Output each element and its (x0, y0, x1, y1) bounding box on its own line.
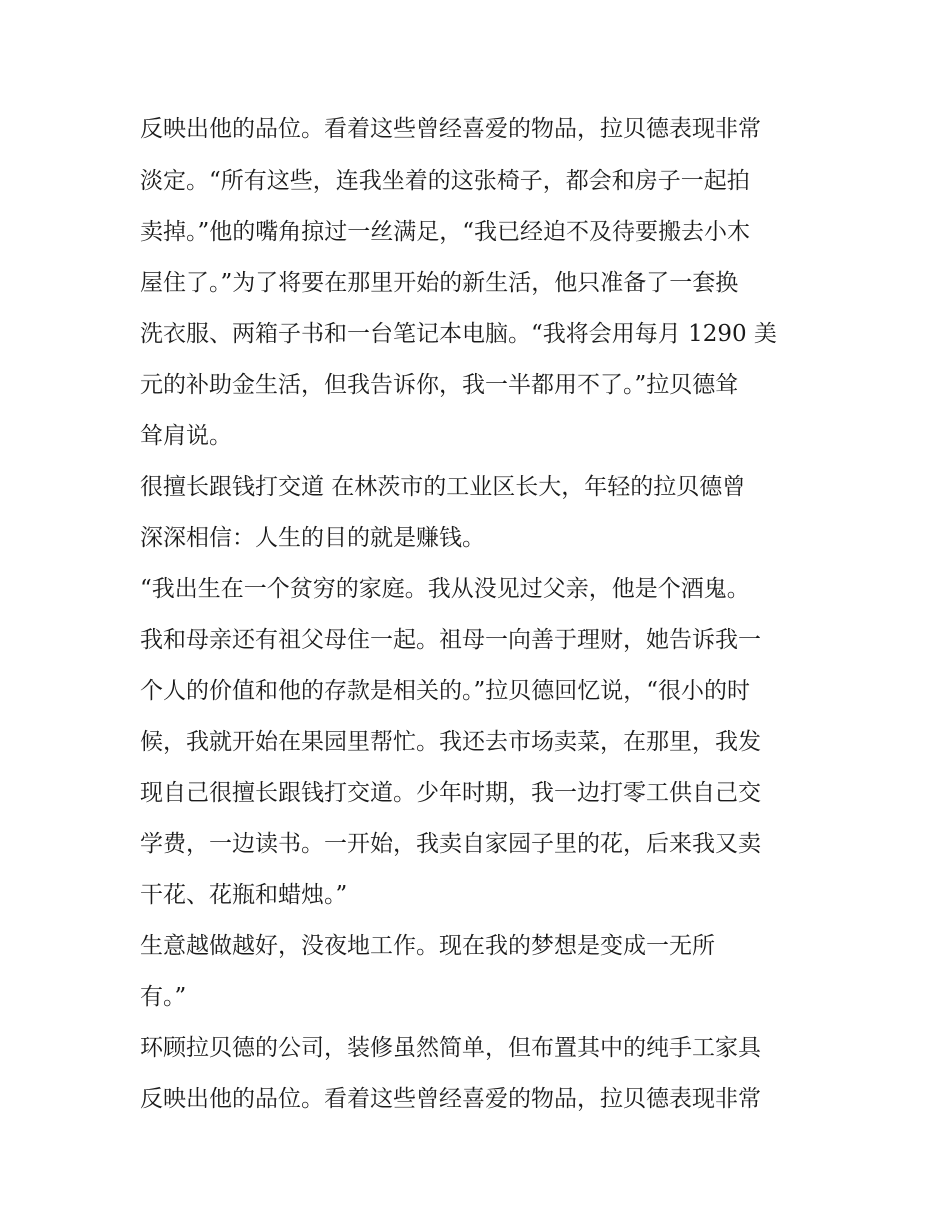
text-line: 屋住了。”为了将要在那里开始的新生活，他只准备了一套换 (140, 270, 739, 296)
text-line: 候，我就开始在果园里帮忙。我还去市场卖菜，在那里，我发 (140, 729, 761, 755)
text-line: 现自己很擅长跟钱打交道。少年时期，我一边打零工供自己交 (140, 780, 761, 806)
text-line: 反映出他的品位。看着这些曾经喜爱的物品，拉贝德表现非常 (140, 116, 761, 142)
text-line: 干花、花瓶和蜡烛。” (140, 882, 348, 908)
text-line: 洗衣服、两箱子书和一台笔记本电脑。“我将会用每月 1290 美 (140, 321, 777, 347)
text-line: 有。” (140, 984, 187, 1010)
text-line: 卖掉。”他的嘴角掠过一丝满足，“我已经迫不及待要搬去小木 (140, 219, 751, 245)
text-line: 耸肩说。 (140, 423, 232, 449)
text-line: 很擅长跟钱打交道 在林茨市的工业区长大，年轻的拉贝德曾 (140, 474, 746, 500)
text-line: 我和母亲还有祖父母住一起。祖母一向善于理财，她告诉我一 (140, 627, 761, 653)
text-line: 反映出他的品位。看着这些曾经喜爱的物品，拉贝德表现非常 (140, 1086, 761, 1112)
text-line: 生意越做越好，没夜地工作。现在我的梦想是变成一无所 (140, 933, 715, 959)
text-line: 元的补助金生活，但我告诉你，我一半都用不了。”拉贝德耸 (140, 372, 739, 398)
text-line: 深深相信：人生的目的就是赚钱。 (140, 525, 485, 551)
text-line: “我出生在一个贫穷的家庭。我从没见过父亲，他是个酒鬼。 (140, 576, 750, 602)
text-line: 环顾拉贝德的公司，装修虽然简单，但布置其中的纯手工家具 (140, 1035, 761, 1061)
text-line: 学费，一边读书。一开始，我卖自家园子里的花，后来我又卖 (140, 831, 761, 857)
text-line: 淡定。“所有这些，连我坐着的这张椅子，都会和房子一起拍 (140, 168, 750, 194)
text-line: 个人的价值和他的存款是相关的。”拉贝德回忆说，“很小的时 (140, 678, 751, 704)
